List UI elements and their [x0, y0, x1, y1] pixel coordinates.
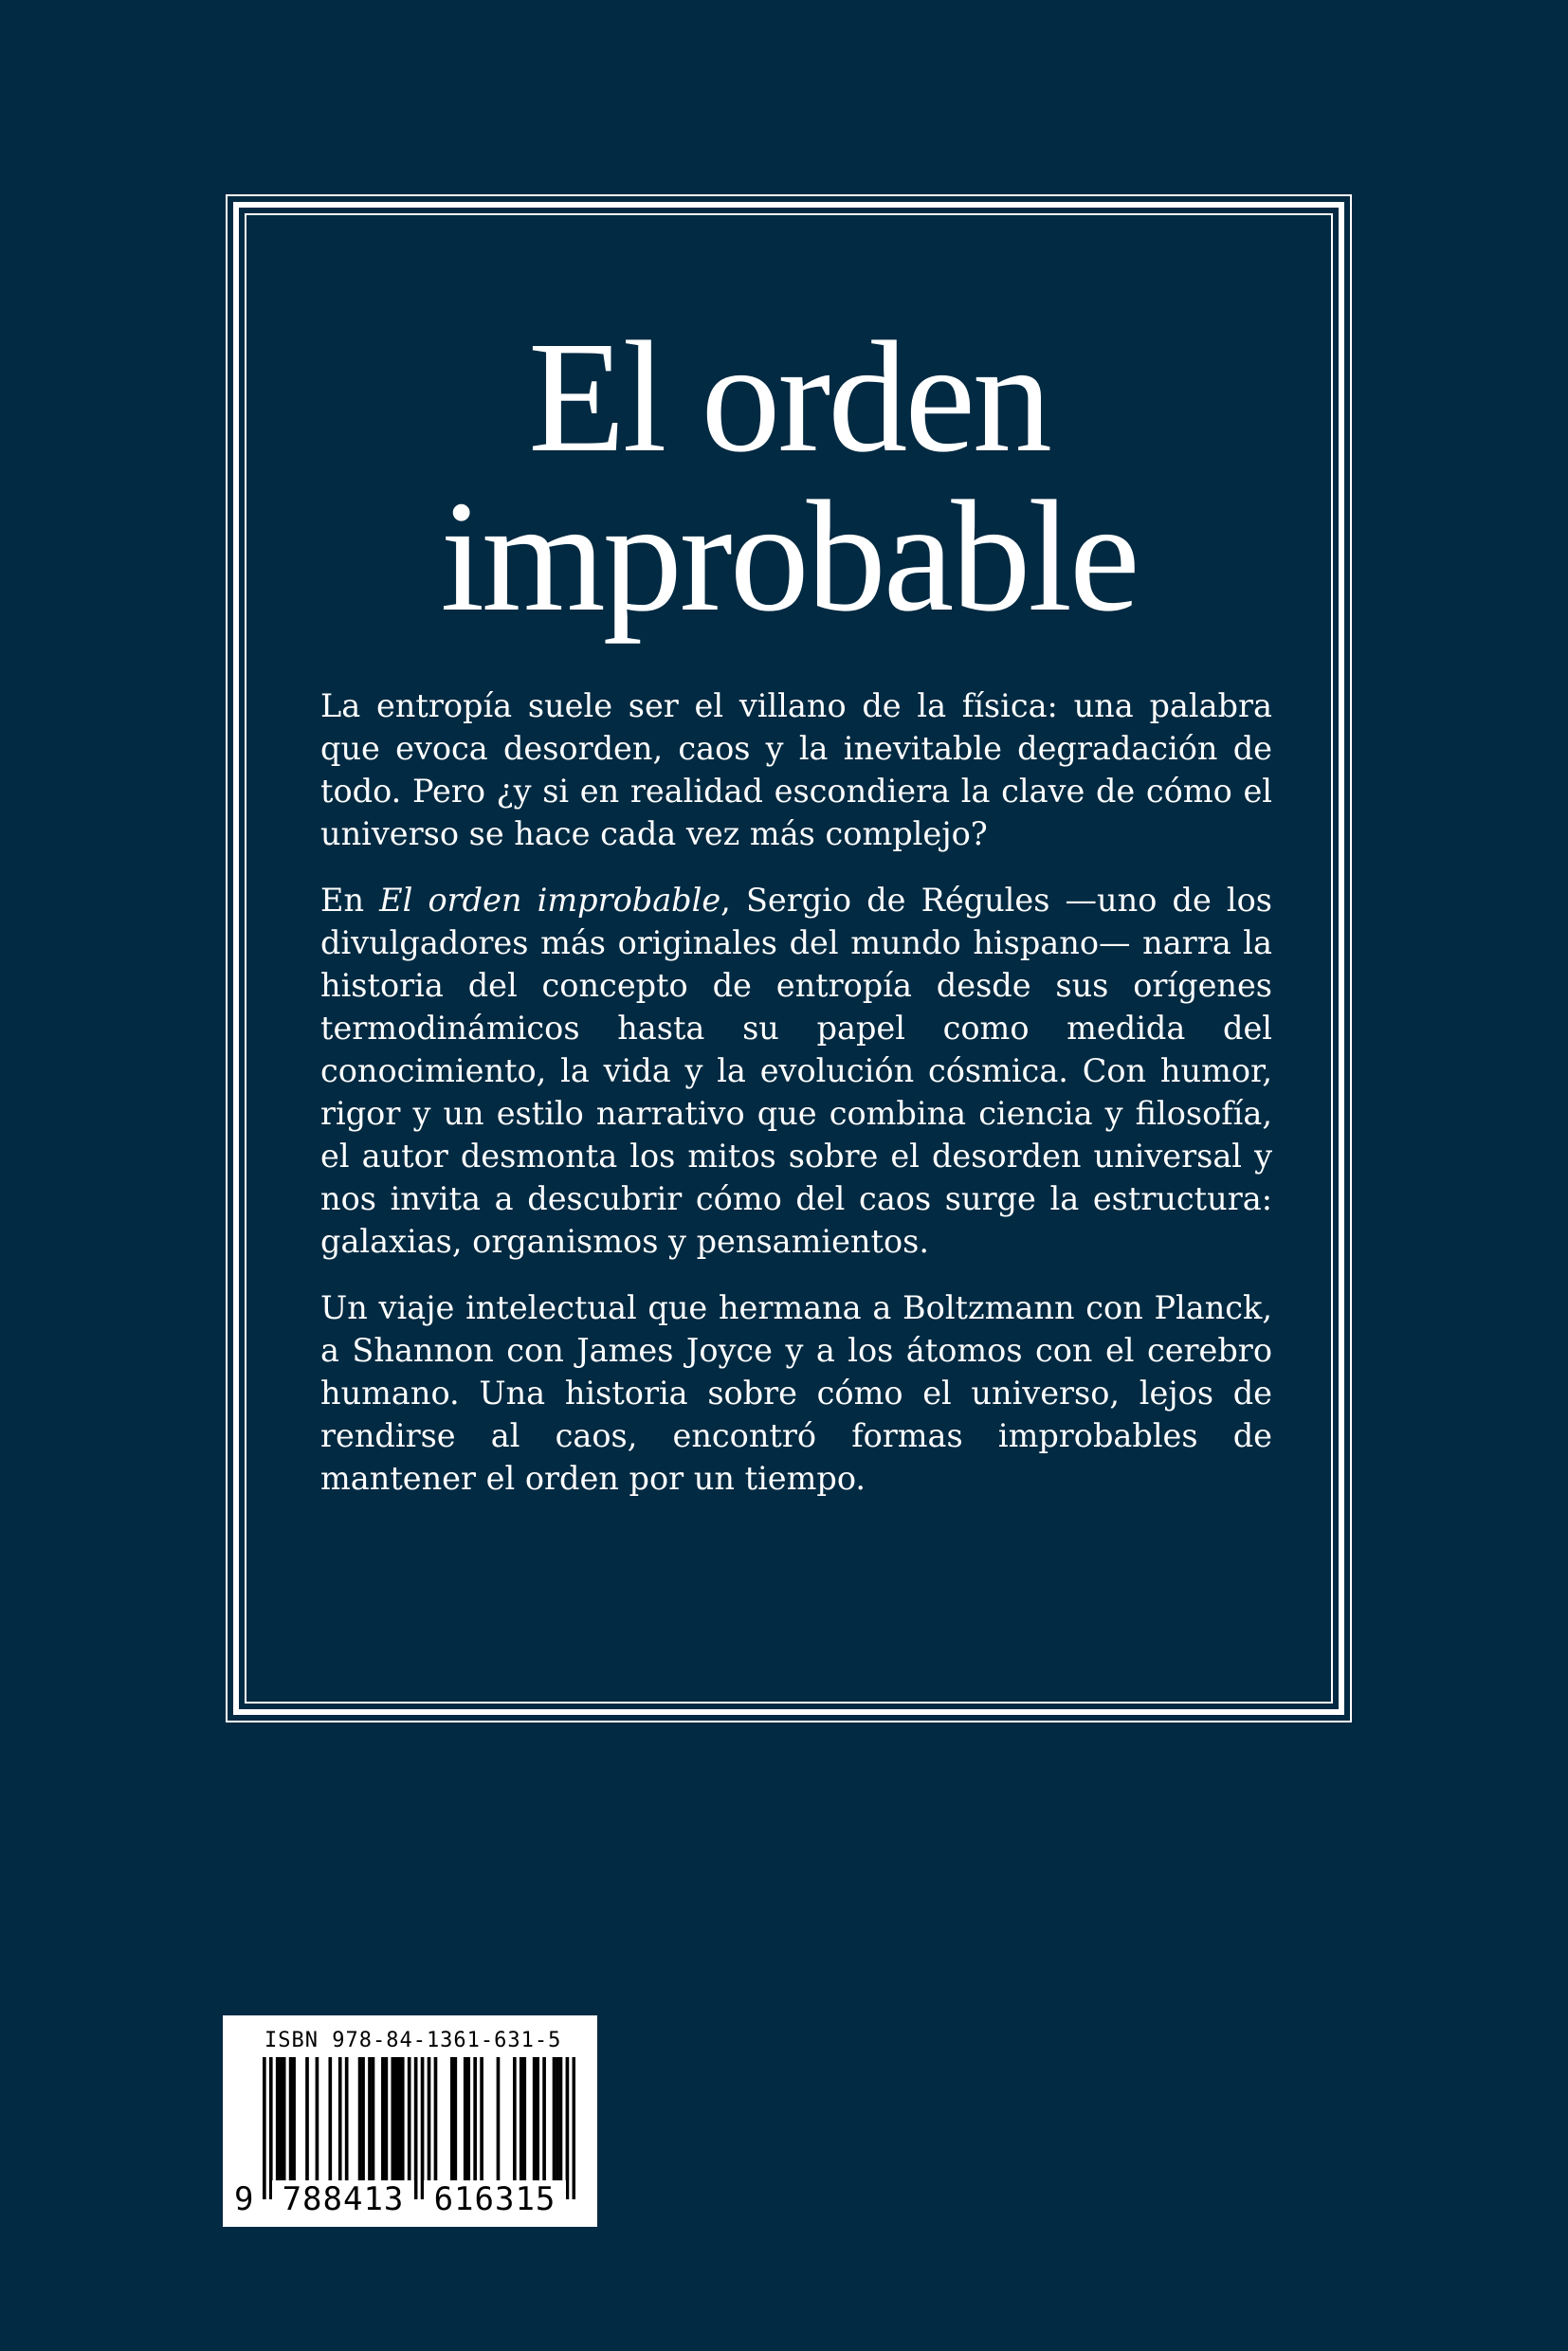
- barcode-bar: [361, 2057, 365, 2182]
- barcode-bar: [316, 2057, 319, 2182]
- barcode-bars: [263, 2057, 575, 2199]
- blurb-paragraph-1: La entropía suele ser el villano de la física: una palabra que evoca desorden, caos y la inevitable degradación de todo. Pero ¿y si en realidad escondiera la clave de cómo el universo se hace cada vez más complejo?: [320, 687, 1272, 852]
- blurb-p2-book-title: El orden improbable: [379, 882, 721, 919]
- barcode-bar: [394, 2057, 398, 2182]
- barcode-bar: [385, 2057, 389, 2182]
- barcode-bar: [372, 2057, 375, 2182]
- book-title: [245, 309, 1333, 645]
- barcode-bar: [345, 2057, 349, 2182]
- barcode-bar: [453, 2057, 457, 2182]
- barcode-bar: [292, 2057, 296, 2182]
- blurb-paragraph-2: [320, 879, 1272, 1263]
- ean-right-digits: 616315: [424, 2180, 566, 2218]
- barcode-bar: [408, 2057, 411, 2182]
- blurb-paragraph-3: Un viaje intelectual que hermana a Boltzmann con Planck, a Shannon con James Joyce y a los átomos con el cerebro humano. Una historia sobre cómo el universo, lejos de rendirse al caos, encontró formas improbables de mantener el orden por un tiempo.: [320, 1289, 1272, 1497]
- barcode-bar: [559, 2057, 563, 2182]
- barcode-bar: [381, 2057, 385, 2182]
- barcode-bar: [263, 2057, 266, 2199]
- barcode-bar: [397, 2057, 401, 2182]
- barcode-bar: [536, 2057, 539, 2182]
- barcode-bar: [497, 2057, 501, 2182]
- barcode-bar: [553, 2057, 556, 2182]
- barcode-bar: [269, 2057, 273, 2199]
- barcode-bar: [283, 2057, 286, 2182]
- barcode-bar: [522, 2057, 526, 2182]
- barcode-bar: [556, 2057, 559, 2182]
- blurb-text: [320, 684, 1272, 1523]
- barcode-bar: [421, 2057, 425, 2199]
- barcode-bar: [480, 2057, 483, 2182]
- barcode-bar: [473, 2057, 477, 2182]
- barcode-bar: [358, 2057, 362, 2182]
- barcode-bar: [573, 2057, 575, 2199]
- barcode-bar: [520, 2057, 523, 2182]
- isbn-label: ISBN 978-84-1361-631-5: [264, 2029, 562, 2052]
- barcode-bar: [414, 2057, 418, 2199]
- blurb-p2-prefix: En: [320, 882, 380, 919]
- ean-first-digit: 9: [234, 2180, 254, 2218]
- barcode-bar: [533, 2057, 537, 2182]
- barcode-bar: [391, 2057, 394, 2182]
- barcode-bar: [289, 2057, 293, 2182]
- barcode-bar: [464, 2057, 467, 2182]
- barcode-bar: [401, 2057, 405, 2182]
- barcode-bar: [305, 2057, 309, 2182]
- barcode-bar: [513, 2057, 517, 2182]
- barcode-bar: [566, 2057, 570, 2199]
- barcode-bar: [434, 2057, 438, 2182]
- barcode-bar: [450, 2057, 454, 2182]
- barcode-bar: [338, 2057, 342, 2182]
- barcode-panel: [223, 2015, 597, 2227]
- barcode-bar: [276, 2057, 280, 2182]
- barcode-bar: [466, 2057, 470, 2182]
- title-line-2: improbable: [440, 468, 1138, 645]
- ean-left-digits: 788413: [272, 2180, 414, 2218]
- barcode-bar: [542, 2057, 546, 2182]
- barcode-bar: [279, 2057, 283, 2182]
- blurb-p2-rest: , Sergio de Régules —uno de los divulgadores más originales del mundo hispano— narra la historia del concepto de entropía desde sus orígenes termodinámicos hasta su papel como medida del conocimiento, la vida y la evolución cósmica. Con humor, rigor y un estilo narrativo que combina ciencia y filosofía, el autor desmonta los mitos sobre el desorden universal y nos invita a descubrir cómo del caos surge la estructura: galaxias, organismos y pensamientos.: [320, 882, 1272, 1260]
- barcode-bar: [328, 2057, 332, 2182]
- barcode-bar: [428, 2057, 431, 2182]
- title-line-1: El orden: [528, 309, 1049, 485]
- barcode-bar: [368, 2057, 372, 2182]
